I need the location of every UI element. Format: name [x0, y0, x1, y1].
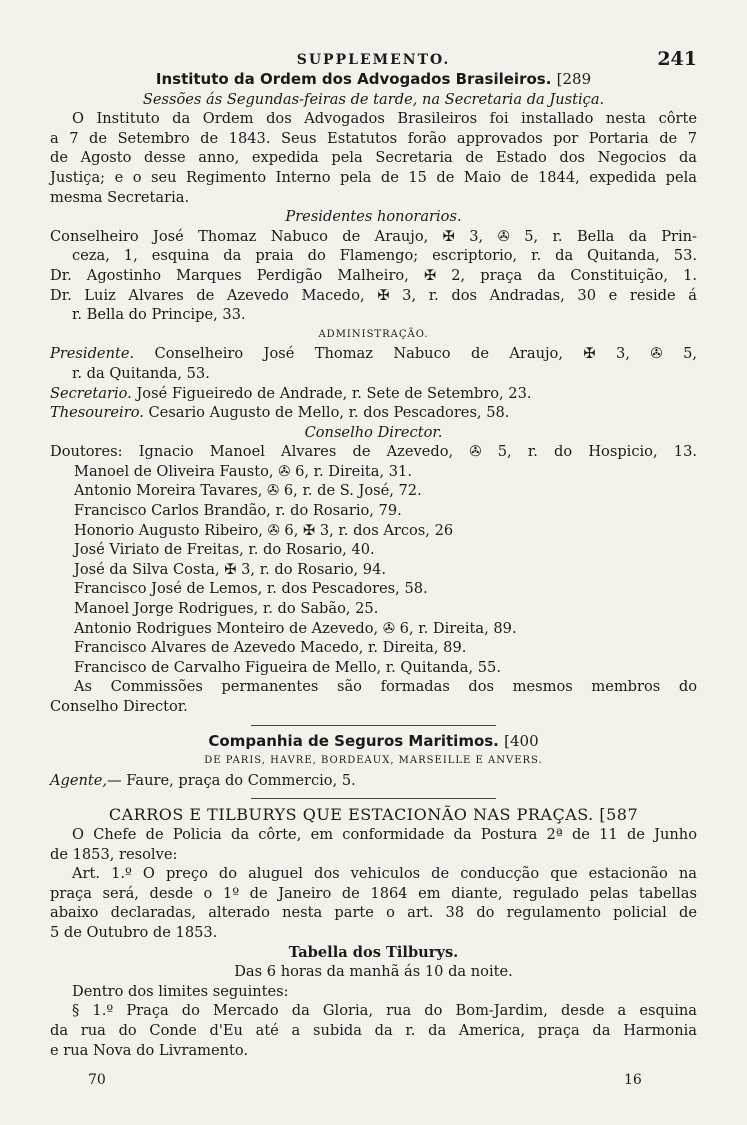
list-item: ceza, 1, esquina da praia do Flamengo; escriptorio, r. da Quitanda, 53.	[72, 247, 697, 265]
page-number: 241	[657, 48, 697, 70]
footer-signature-right: 16	[624, 1072, 642, 1088]
list-item: José Viriato de Freitas, r. do Rosario, 40.	[74, 541, 375, 559]
paragraph-line: a 7 de Setembro de 1843. Seus Estatutos forão approvados por Portaria de 7	[50, 129, 697, 147]
admin-row	[50, 403, 697, 423]
list-item: Manoel de Oliveira Fausto, ✇ 6, r. Direita, 31.	[74, 462, 412, 480]
paragraph-line: e rua Nova do Livramento.	[50, 1041, 249, 1059]
agent-role: Agente,—	[50, 771, 122, 789]
footer-signature-left: 70	[88, 1072, 106, 1088]
list-item: Francisco José de Lemos, r. dos Pescadores, 58.	[74, 580, 428, 598]
paragraph-line: 5 de Outubro de 1853.	[50, 923, 218, 941]
list-item: Dr. Luiz Alvares de Azevedo Macedo, ✠ 3, r. dos Andradas, 30 e reside á	[50, 286, 697, 304]
list-item: Francisco Alvares de Azevedo Macedo, r. Direita, 89.	[74, 639, 467, 657]
honorary-list	[50, 227, 697, 325]
admin-role: Presidente.	[50, 345, 135, 363]
list-item: Antonio Rodrigues Monteiro de Azevedo, ✇ 6, r. Direita, 89.	[74, 619, 517, 637]
list-item: Antonio Moreira Tavares, ✇ 6, r. de S. José, 72.	[74, 482, 422, 500]
admin-text: José Figueiredo de Andrade, r. Sete de Setembro, 23.	[136, 384, 532, 402]
administration-heading: ADMINISTRAÇÃO.	[318, 328, 429, 340]
paragraph-line: As Commissões permanentes são formadas dos mesmos membros do	[74, 678, 697, 696]
agent-text: Faure, praça do Commercio, 5.	[126, 771, 356, 789]
paragraph-line: O Chefe de Policia da côrte, em conformidade da Postura 2ª de 11 de Junho	[72, 825, 697, 843]
list-item: Doutores: Ignacio Manoel Alvares de Azevedo, ✇ 5, r. do Hospicio, 13.	[50, 443, 697, 461]
section-title-carros: CARROS E TILBURYS QUE ESTACIONÃO NAS PRAÇAS. [587	[108, 805, 639, 825]
page-header	[50, 48, 697, 70]
administration-list	[50, 344, 697, 422]
agent-row	[50, 771, 697, 791]
paragraph-line: § 1.º Praça do Mercado da Gloria, rua do Bom-Jardim, desde a esquina	[72, 1002, 697, 1020]
intro-paragraph	[50, 109, 697, 207]
paragraph-line: da rua do Conde d'Eu até a subida da r. da America, praça da Harmonia	[50, 1021, 697, 1039]
list-item: Conselheiro José Thomaz Nabuco de Araujo, ✠ 3, ✇ 5, r. Bella da Prin-	[50, 227, 697, 245]
section-order-number: [400	[504, 731, 539, 750]
section-title-companhia: Companhia de Seguros Maritimos. [400	[208, 731, 539, 750]
admin-row	[50, 344, 697, 364]
council-list	[50, 442, 697, 716]
section-title-instituto: Instituto da Ordem dos Advogados Brasileiros. [289	[155, 70, 592, 88]
section-order-number: [587	[599, 805, 639, 825]
hours-line: Das 6 horas da manhã ás 10 da noite.	[234, 963, 513, 981]
paragraph-line: O Instituto da Ordem dos Advogados Brasileiros foi installado nesta côrte	[72, 110, 697, 128]
admin-text: Conselheiro José Thomaz Nabuco de Araujo, ✠ 3, ✇ 5,	[154, 345, 697, 363]
council-heading: Conselho Director.	[304, 423, 443, 441]
list-item: Manoel Jorge Rodrigues, r. do Sabão, 25.	[74, 600, 379, 618]
admin-row	[50, 384, 697, 404]
paragraph-line: praça será, desde o 1º de Janeiro de 1864 em diante, regulado pelas tabellas	[50, 884, 697, 902]
paragraph-line: de 1853, resolve:	[50, 845, 178, 863]
paragraph-line: de Agosto desse anno, expedida pela Secretaria de Estado dos Negocios da	[50, 149, 697, 167]
table-title: Tabella dos Tilburys.	[288, 943, 459, 961]
paragraph-line: Conselho Director.	[50, 698, 188, 715]
admin-text: Cesario Augusto de Mello, r. dos Pescadores, 58.	[148, 404, 510, 422]
admin-text: r. da Quitanda, 53.	[72, 364, 210, 382]
cities-line: DE PARIS, HAVRE, BORDEAUX, MARSEILLE E ANVERS.	[204, 755, 543, 767]
honorary-heading: Presidentes honorarios.	[285, 208, 462, 226]
paragraph-line: mesma Secretaria.	[50, 188, 190, 206]
section-divider	[251, 798, 496, 799]
list-item: José da Silva Costa, ✠ 3, r. do Rosario, 94.	[74, 560, 387, 578]
running-title: SUPPLEMENTO.	[296, 52, 451, 68]
paragraph-line: Justiça; e o seu Regimento Interno pela de 15 de Maio de 1844, expedida pela	[50, 168, 697, 186]
list-item: Honorio Augusto Ribeiro, ✇ 6, ✠ 3, r. dos Arcos, 26	[74, 521, 454, 539]
admin-row	[50, 364, 697, 384]
list-item: Dr. Agostinho Marques Perdigão Malheiro, ✠ 2, praça da Constituição, 1.	[50, 266, 697, 284]
list-item: Francisco Carlos Brandão, r. do Rosario, 79.	[74, 502, 402, 520]
limits-line: Dentro dos limites seguintes:	[72, 982, 289, 1000]
admin-role: Thesoureiro.	[50, 404, 144, 422]
paragraph-line: Art. 1.º O preço do aluguel dos vehiculos de conducção que estacionão na	[72, 865, 697, 883]
admin-role: Secretario.	[50, 384, 132, 402]
section-subtitle: Sessões ás Segundas-feiras de tarde, na Secretaria da Justiça.	[142, 90, 605, 108]
list-item: Francisco de Carvalho Figueira de Mello, r. Quitanda, 55.	[74, 658, 501, 676]
paragraph-line: abaixo declaradas, alterado nesta parte o art. 38 do regulamento policial de	[50, 904, 697, 922]
list-item: r. Bella do Principe, 33.	[72, 306, 246, 324]
section-divider	[251, 725, 496, 726]
section-order-number: [289	[556, 70, 592, 88]
